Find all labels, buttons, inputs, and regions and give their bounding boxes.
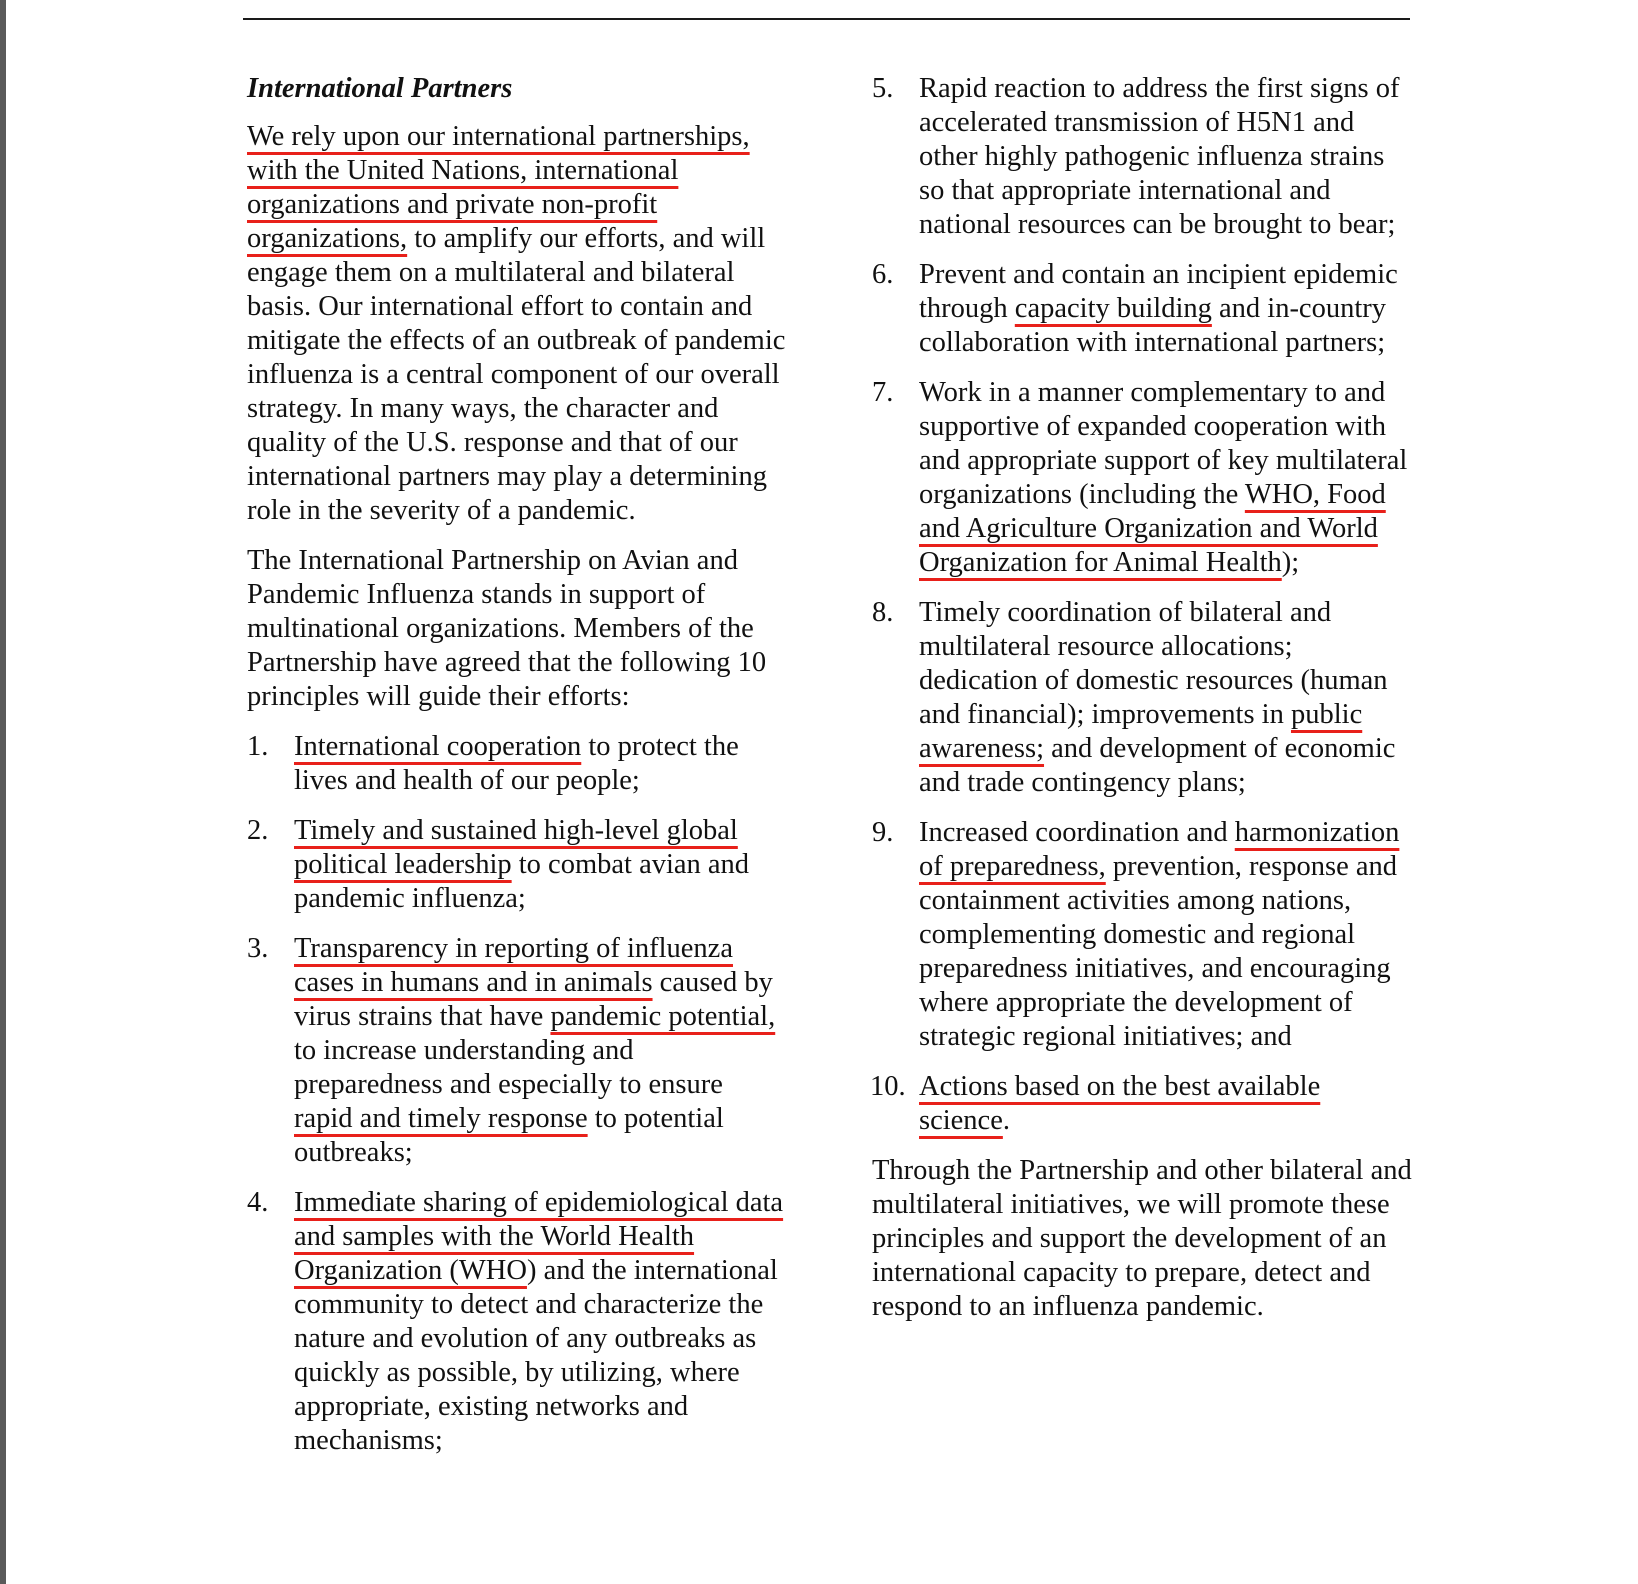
item-number: 5. [872, 73, 894, 104]
principle-item-4 [247, 1186, 787, 1458]
item-number: 1. [247, 731, 269, 762]
right-column [872, 72, 1412, 1340]
intro-paragraph [247, 120, 787, 528]
highlight-underline: with the United Nations, international [247, 155, 679, 186]
item-text: to potential outbreaks; [294, 1103, 724, 1168]
section-heading: International Partners [247, 73, 513, 104]
highlight-underline: Timely and sustained high-level global political leadership [294, 815, 738, 880]
principle-item-3 [247, 932, 787, 1170]
highlight-underline: harmonization of preparedness, [919, 817, 1400, 882]
principle-item-1 [247, 730, 787, 798]
item-number: 2. [247, 815, 269, 846]
item-text: ); [1281, 547, 1300, 578]
top-rule [243, 18, 1410, 20]
item-text: prevention, response and containment activities among nations, complementing domestic and regional preparedness initiatives, and encouraging where appropriate the development of strategic regional initiatives; and [919, 851, 1398, 1052]
principle-item-2 [247, 814, 787, 916]
item-number: 3. [247, 933, 269, 964]
item-text: to increase understanding and preparedness and especially to ensure [294, 1035, 723, 1100]
item-text: caused by virus strains that have [294, 967, 773, 1032]
principle-item-7 [872, 376, 1412, 580]
principle-item-8 [872, 596, 1412, 800]
item-text: ) and the international community to detect and characterize the nature and evolution of any outbreaks as quickly as possible, by utilizing, where appropriate, existing networks and mechanisms; [294, 1255, 778, 1456]
highlight-underline: organizations and private non-profit [247, 189, 658, 220]
highlight-underline: We rely upon our international partnerships, [247, 121, 750, 152]
item-number: 6. [872, 259, 894, 290]
highlight-underline: public awareness; [919, 699, 1363, 764]
highlight-underline: capacity building [1014, 293, 1212, 324]
highlight-underline: rapid and timely response [294, 1103, 588, 1134]
highlight-underline: organizations, [247, 223, 408, 254]
item-number: 9. [872, 817, 894, 848]
highlight-underline: pandemic potential, [550, 1001, 776, 1032]
principles-list-left [247, 730, 787, 1458]
item-text: Rapid reaction to address the first signs of accelerated transmission of H5N1 and other highly pathogenic influenza strains so that appropriate international and national resources can be brought to bear; [919, 73, 1400, 240]
item-number: 8. [872, 597, 894, 628]
item-number: 7. [872, 377, 894, 408]
principle-item-9 [872, 816, 1412, 1054]
principle-item-6 [872, 258, 1412, 360]
item-number: 10. [870, 1071, 906, 1102]
principles-list-right [872, 72, 1412, 1138]
item-text: Increased coordination and [919, 817, 1235, 848]
item-text: to combat avian and pandemic influenza; [294, 849, 750, 914]
highlight-underline: International cooperation [294, 731, 582, 762]
paragraph-text: to amplify our efforts, and will engage them on a multilateral and bilateral basis. Our international effort to contain and mitigate the effects of an outbreak of pandemic influenza is a central component of our overall strategy. In many ways, the character and quality of the U.S. response and that of our international partners may play a determining role in the severity of a pandemic. [247, 223, 786, 526]
item-text: Work in a manner complementary to and supportive of expanded cooperation with and appropriate support of key multilateral organizations (including the [919, 377, 1408, 510]
item-text: and development of economic and trade contingency plans; [919, 733, 1396, 798]
item-text: Prevent and contain an incipient epidemic through [919, 259, 1398, 324]
principle-item-5 [872, 72, 1412, 242]
item-text: and in-country collaboration with international partners; [919, 293, 1386, 358]
left-column [247, 72, 787, 1474]
window-left-border [0, 0, 6, 1584]
item-text: Timely coordination of bilateral and multilateral resource allocations; dedication of domestic resources (human and financial); improvements in [919, 597, 1388, 730]
item-number: 4. [247, 1187, 269, 1218]
highlight-underline: WHO, Food and Agriculture Organization and World Organization for Animal Health [919, 479, 1386, 578]
highlight-underline: Immediate sharing of epidemiological data and samples with the World Health Organization (WHO [294, 1187, 784, 1286]
partnership-paragraph: The International Partnership on Avian and Pandemic Influenza stands in support of multinational organizations. Members of the Partnership have agreed that the following 10 principles will guide their efforts: [247, 545, 767, 712]
closing-paragraph: Through the Partnership and other bilateral and multilateral initiatives, we will promote these principles and support the development of an international capacity to prepare, detect and respond to an influenza pandemic. [872, 1155, 1412, 1322]
item-text: . [1002, 1105, 1010, 1136]
highlight-underline: Transparency in reporting of influenza cases in humans and in animals [294, 933, 733, 998]
principle-item-10 [872, 1070, 1412, 1138]
item-text: to protect the lives and health of our people; [294, 731, 739, 796]
highlight-underline: Actions based on the best available science [919, 1071, 1321, 1136]
